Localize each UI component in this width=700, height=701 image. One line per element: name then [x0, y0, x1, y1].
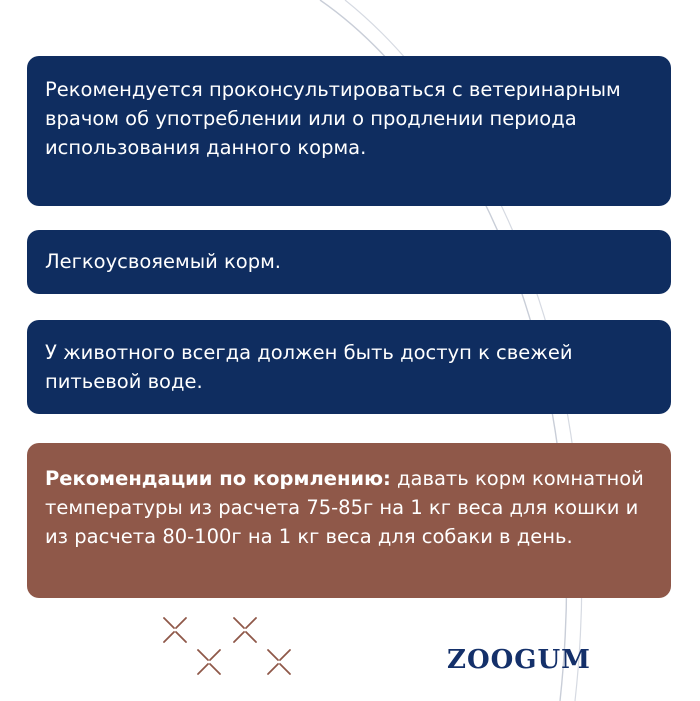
feeding-recommendation-text: давать корм комнатной температуры из расчета 75-85г на 1 кг веса для кошки и из расчета 80-100г на 1 кг веса для собаки в день.: [45, 467, 644, 548]
cross-pattern-decor: [150, 608, 310, 688]
zoogum-logo: ZOOGUM: [447, 645, 591, 675]
water-access-card: [27, 320, 671, 414]
cross-mark-2: [234, 618, 256, 642]
digestible-text: Легкоусвояемый корм.: [45, 250, 281, 273]
cross-mark-4: [268, 650, 290, 674]
digestible-card: [27, 230, 671, 294]
vet-consult-card: [27, 56, 671, 206]
cross-mark-3: [198, 650, 220, 674]
feeding-recommendation-card: [27, 443, 671, 598]
vet-consult-text: Рекомендуется проконсультироваться с ветеринарным врачом об употреблении или о продлении периода использования данного корма.: [45, 78, 621, 159]
water-access-text: У животного всегда должен быть доступ к свежей питьевой воде.: [45, 341, 573, 393]
feeding-recommendation-heading: Рекомендации по кормлению:: [45, 467, 391, 490]
feeding-recommendation-paragraph: [45, 464, 653, 551]
cross-mark-1: [164, 618, 186, 642]
